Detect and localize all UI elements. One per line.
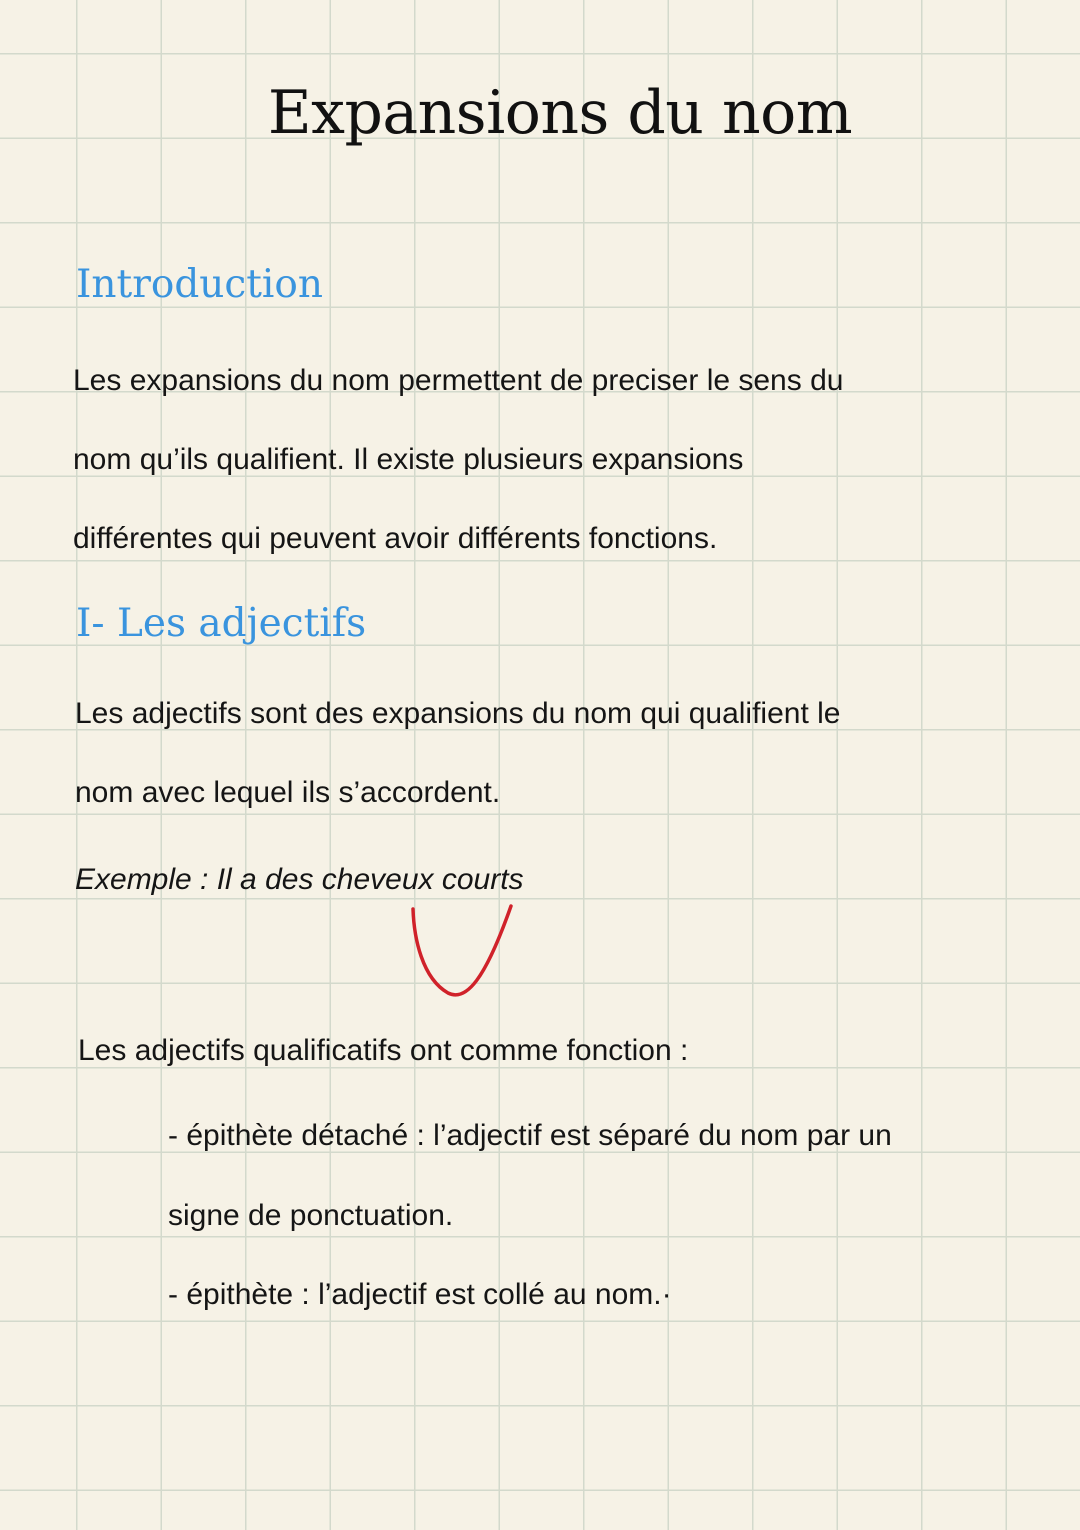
introduction-text-line-1: Les expansions du nom permettent de preciser le sens du	[73, 364, 844, 397]
introduction-heading: Introduction	[76, 262, 323, 307]
page-title: Expansions du nom	[267, 78, 853, 148]
function-item-epithete: - épithète : l’adjectif est collé au nom.·	[168, 1278, 672, 1311]
handwritten-check-icon	[400, 898, 530, 1008]
adjectifs-text-line-1: Les adjectifs sont des expansions du nom qui qualifient le	[75, 697, 841, 730]
section-adjectifs-heading: I- Les adjectifs	[76, 601, 367, 646]
introduction-text-line-2: nom qu’ils qualifient. Il existe plusieurs expansions	[73, 443, 744, 476]
adjectifs-text-line-2: nom avec lequel ils s’accordent.	[75, 776, 501, 809]
functions-intro: Les adjectifs qualificatifs ont comme fonction :	[78, 1034, 689, 1067]
function-item-epithete-detache-continued: signe de ponctuation.	[168, 1199, 454, 1232]
function-item-epithete-detache: - épithète détaché : l’adjectif est séparé du nom par un	[168, 1119, 892, 1152]
example-sentence: Exemple : Il a des cheveux courts	[75, 863, 524, 896]
introduction-text-line-3: différentes qui peuvent avoir différents fonctions.	[73, 522, 718, 555]
